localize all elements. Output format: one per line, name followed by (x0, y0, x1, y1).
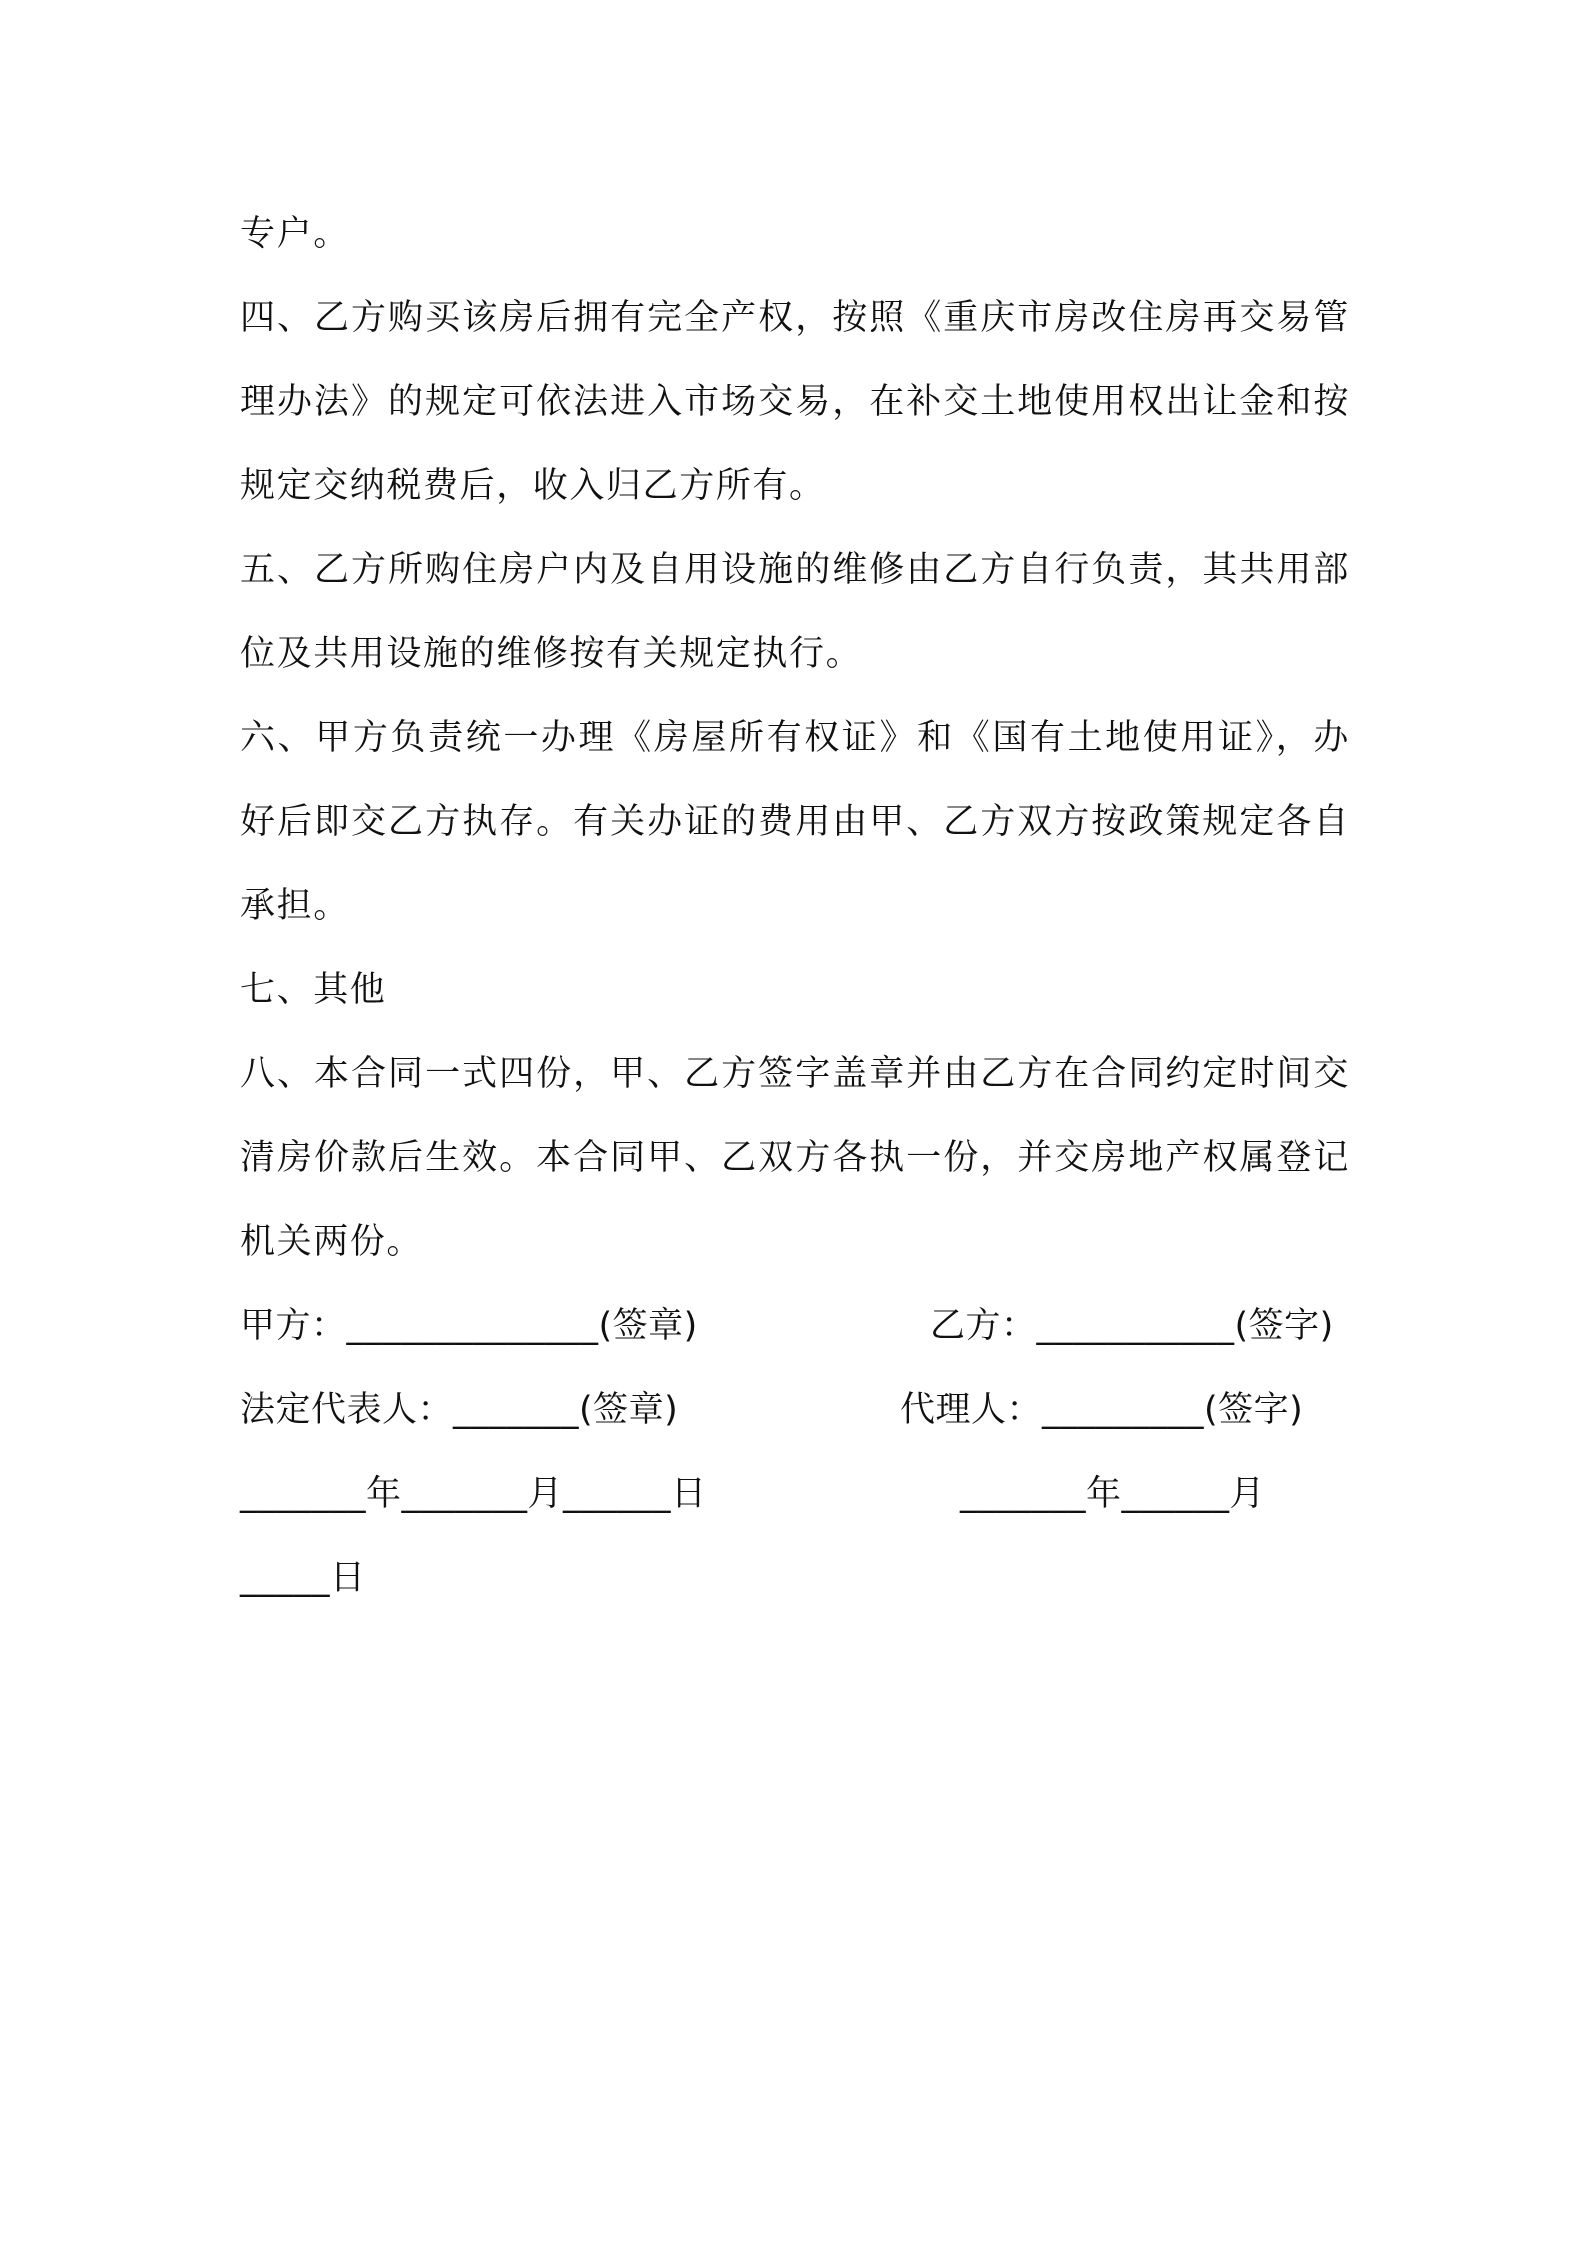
clause-6-line-2: 好后即交乙方执存。有关办证的费用由甲、乙方双方按政策规定各自 (240, 802, 1350, 842)
party-b-date-day-field: _____日 (240, 1558, 366, 1598)
clause-8-line-2: 清房价款后生效。本合同甲、乙双方各执一份，并交房地产权属登记 (240, 1138, 1350, 1178)
contract-body (240, 192, 1350, 1620)
clause-8-line-3: 机关两份。 (240, 1222, 424, 1262)
party-b-signature-field: 乙方：___________(签字) (930, 1306, 1334, 1346)
clause-6-line-1: 六、甲方负责统一办理《房屋所有权证》和《国有土地使用证》，办 (240, 718, 1350, 758)
clause-6-line-3: 承担。 (240, 886, 350, 926)
clause-4-line-3: 规定交纳税费后，收入归乙方所有。 (240, 466, 826, 506)
signature-row-date-day (240, 1536, 1350, 1620)
clause-4-line-2: 理办法》的规定可依法进入市场交易，在补交土地使用权出让金和按 (240, 382, 1350, 422)
clause-5-line-1: 五、乙方所购住房户内及自用设施的维修由乙方自行负责，其共用部 (240, 550, 1350, 590)
clause-4-line-1: 四、乙方购买该房后拥有完全产权，按照《重庆市房改住房再交易管 (240, 298, 1350, 338)
signature-row-representatives (240, 1368, 1350, 1452)
legal-representative-field: 法定代表人：_______(签章) (240, 1390, 679, 1430)
party-a-date-field: _______年_______月______日 (240, 1474, 707, 1514)
agent-field: 代理人：_________(签字) (900, 1390, 1304, 1430)
signature-row-dates (240, 1452, 1350, 1536)
party-b-date-field: _______年______月 (960, 1474, 1266, 1514)
paragraph-line: 专户。 (240, 214, 350, 254)
clause-7-line-1: 七、其他 (240, 970, 387, 1010)
signature-row-parties (240, 1284, 1350, 1368)
clause-5-line-2: 位及共用设施的维修按有关规定执行。 (240, 634, 863, 674)
party-a-signature-field: 甲方：______________(签章) (240, 1306, 698, 1346)
clause-8-line-1: 八、本合同一式四份，甲、乙方签字盖章并由乙方在合同约定时间交 (240, 1054, 1350, 1094)
